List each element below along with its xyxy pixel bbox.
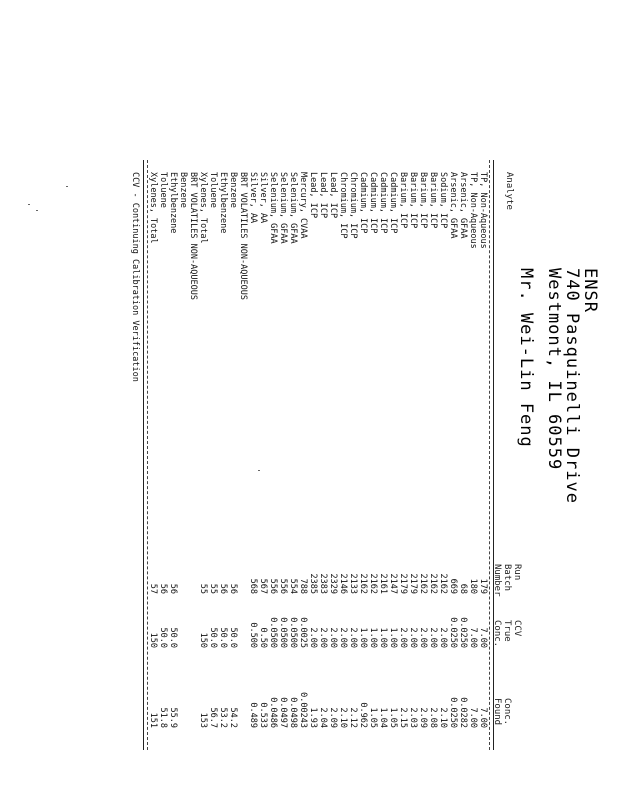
cell-run-number: 57 <box>148 583 158 594</box>
cell-analyte: Arsenic, GFAA <box>448 172 458 239</box>
col-head-found-l2: Found <box>492 698 502 726</box>
cell-run-number: 2162 <box>358 573 368 594</box>
table-row <box>458 150 468 800</box>
cell-true-conc: 0.500 <box>248 622 258 648</box>
cell-analyte: Silver, AA <box>258 172 268 224</box>
col-head-run-l1: Run <box>512 564 522 581</box>
cell-run-number: 55 <box>208 583 218 594</box>
table-row <box>228 150 238 800</box>
footer-rule-dashed <box>147 160 148 750</box>
cell-true-conc: 0.0250 <box>448 617 458 648</box>
rotated-report-page <box>78 150 618 800</box>
cell-run-number: 56 <box>228 583 238 594</box>
cell-conc-found: 51.8 <box>158 707 168 728</box>
table-row <box>158 150 168 800</box>
cell-conc-found: 7.00 <box>478 707 488 728</box>
cell-true-conc: 50.0 <box>168 627 178 648</box>
header-rule <box>493 160 494 750</box>
cell-run-number: 554 <box>288 578 298 594</box>
cell-true-conc: 2.00 <box>338 627 348 648</box>
cell-conc-found: 2.09 <box>328 707 338 728</box>
cell-analyte: BRT VOLATILES NON-AQUEOUS <box>188 172 198 300</box>
cell-true-conc: 1.00 <box>358 627 368 648</box>
scan-speck <box>28 204 30 205</box>
cell-run-number: 2162 <box>368 573 378 594</box>
cell-analyte: Benzene <box>228 172 238 208</box>
cell-run-number: 788 <box>298 578 308 594</box>
footer-rule <box>143 160 144 750</box>
table-row <box>438 150 448 800</box>
table-row <box>468 150 478 800</box>
cell-true-conc: 0.0500 <box>288 617 298 648</box>
cell-conc-found: 2.04 <box>318 707 328 728</box>
cell-analyte: Ethylbenzene <box>218 172 228 234</box>
cell-conc-found: 54.2 <box>228 707 238 728</box>
table-row <box>248 150 258 800</box>
cell-conc-found: 0.0250 <box>448 697 458 728</box>
footnote: CCV - Continuing Calibration Verification <box>130 172 140 382</box>
cell-true-conc: 2.00 <box>308 627 318 648</box>
scan-speck <box>66 186 68 187</box>
cell-conc-found: 0.0497 <box>278 697 288 728</box>
cell-conc-found: 55.9 <box>168 707 178 728</box>
cell-conc-found: 1.93 <box>308 707 318 728</box>
cell-true-conc: 50.0 <box>208 627 218 648</box>
col-head-run-l2: Batch <box>502 564 512 592</box>
cell-true-conc: 2.00 <box>398 627 408 648</box>
cell-analyte: Barium, ICP <box>408 172 418 229</box>
cell-analyte: Chromium, ICP <box>338 172 348 239</box>
table-row <box>338 150 348 800</box>
address-city: Westmont, IL 60559 <box>544 268 564 471</box>
cell-analyte: Selenium, GFAA <box>268 172 278 244</box>
cell-true-conc: 2.00 <box>348 627 358 648</box>
cell-run-number: 2329 <box>328 573 338 594</box>
cell-true-conc: 150 <box>198 632 208 648</box>
cell-analyte: Toluene <box>158 172 168 208</box>
cell-analyte: Toluene <box>208 172 218 208</box>
cell-true-conc: 50.0 <box>228 627 238 648</box>
table-row <box>218 150 228 800</box>
cell-true-conc: 0.0250 <box>458 617 468 648</box>
table-row <box>418 150 428 800</box>
cell-conc-found: 2.15 <box>398 707 408 728</box>
cell-conc-found: 0.489 <box>248 702 258 728</box>
cell-analyte: Ethylbenzene <box>168 172 178 234</box>
table-row <box>328 150 338 800</box>
cell-run-number: 2385 <box>308 573 318 594</box>
cell-analyte: TP, Non-Aqueous <box>468 172 478 249</box>
cell-run-number: 556 <box>278 578 288 594</box>
cell-analyte: TP, Non-Aqueous <box>478 172 488 249</box>
table-row <box>378 150 388 800</box>
table-row <box>318 150 328 800</box>
cell-analyte: Lead, ICP <box>318 172 328 219</box>
table-row <box>258 150 268 800</box>
cell-true-conc: 7.00 <box>468 627 478 648</box>
table-row <box>168 150 178 800</box>
cell-analyte: Selenium, GFAA <box>288 172 298 244</box>
col-head-true-l1: CCV <box>512 620 522 637</box>
table-row <box>388 150 398 800</box>
table-row <box>398 150 408 800</box>
cell-run-number: 2162 <box>438 573 448 594</box>
cell-run-number: 180 <box>468 578 478 594</box>
cell-conc-found: 1.04 <box>378 707 388 728</box>
cell-run-number: 2179 <box>398 573 408 594</box>
cell-run-number: 55 <box>198 583 208 594</box>
cell-true-conc: 1.00 <box>388 627 398 648</box>
cell-analyte: Selenium, GFAA <box>278 172 288 244</box>
table-row <box>408 150 418 800</box>
table-row <box>348 150 358 800</box>
cell-run-number: 2161 <box>378 573 388 594</box>
cell-true-conc: 0.0500 <box>278 617 288 648</box>
cell-conc-found: 2.09 <box>418 707 428 728</box>
cell-conc-found: 2.12 <box>348 707 358 728</box>
cell-analyte: Cadmium, ICP <box>378 172 388 234</box>
cell-true-conc: 2.00 <box>408 627 418 648</box>
cell-conc-found: 2.10 <box>438 707 448 728</box>
cell-run-number: 2146 <box>338 573 348 594</box>
table-row <box>208 150 218 800</box>
cell-analyte: Cadmium, ICP <box>358 172 368 234</box>
table-row <box>178 150 188 800</box>
cell-true-conc: 2.00 <box>418 627 428 648</box>
cell-true-conc: 7.00 <box>478 627 488 648</box>
cell-analyte: Barium, ICP <box>418 172 428 229</box>
cell-analyte: BRT VOLATILES NON-AQUEOUS <box>238 172 248 300</box>
cell-true-conc: 2.00 <box>328 627 338 648</box>
cell-conc-found: 53.2 <box>218 707 228 728</box>
table-row <box>308 150 318 800</box>
cell-analyte: Barium, ICP <box>428 172 438 229</box>
cell-conc-found: 2.10 <box>338 707 348 728</box>
cell-conc-found: 0.962 <box>358 702 368 728</box>
cell-true-conc: 0.50 <box>258 627 268 648</box>
col-head-found <box>492 698 512 725</box>
table-row <box>368 150 378 800</box>
cell-true-conc: 2.00 <box>428 627 438 648</box>
cell-analyte: Barium, ICP <box>398 172 408 229</box>
cell-conc-found: 7.00 <box>468 707 478 728</box>
cell-true-conc: 0.0500 <box>268 617 278 648</box>
table-row <box>278 150 288 800</box>
col-head-run <box>492 564 522 597</box>
cell-run-number: 2162 <box>428 573 438 594</box>
cell-analyte: Lead, ICP <box>328 172 338 219</box>
cell-conc-found: 2.08 <box>428 707 438 728</box>
cell-conc-found: 153 <box>198 712 208 728</box>
cell-true-conc: 2.00 <box>318 627 328 648</box>
cell-conc-found: 1.05 <box>388 707 398 728</box>
cell-run-number: 568 <box>248 578 258 594</box>
cell-analyte: Benzene <box>178 172 188 208</box>
cell-analyte: Lead, ICP <box>308 172 318 219</box>
cell-conc-found: 0.0498 <box>288 697 298 728</box>
cell-conc-found: 0.0486 <box>268 697 278 728</box>
cell-true-conc: 50.0 <box>158 627 168 648</box>
cell-conc-found: 0.00243 <box>298 692 308 728</box>
cell-run-number: 567 <box>258 578 268 594</box>
cell-run-number: 2133 <box>348 573 358 594</box>
col-head-true-l2: True <box>502 620 512 642</box>
table-row <box>148 150 158 800</box>
cell-true-conc: 0.0025 <box>298 617 308 648</box>
cell-analyte: Silver, AA <box>248 172 258 224</box>
cell-conc-found: 56.7 <box>208 707 218 728</box>
cell-run-number: 179 <box>478 578 488 594</box>
table-row <box>268 150 278 800</box>
cell-conc-found: 151 <box>148 712 158 728</box>
col-head-true <box>492 620 522 647</box>
company-name: ENSR <box>580 268 600 313</box>
cell-true-conc: 2.00 <box>438 627 448 648</box>
cell-true-conc: 150 <box>148 632 158 648</box>
table-row <box>238 150 248 800</box>
cell-conc-found: 2.03 <box>408 707 418 728</box>
cell-run-number: 2179 <box>408 573 418 594</box>
cell-run-number: 556 <box>268 578 278 594</box>
cell-analyte: Cadmium, ICP <box>388 172 398 234</box>
col-head-analyte-text: Analyte <box>504 172 514 210</box>
cell-run-number: 2383 <box>318 573 328 594</box>
cell-analyte: Chromium, ICP <box>348 172 358 239</box>
cell-conc-found: 0.533 <box>258 702 268 728</box>
table-row <box>478 150 488 800</box>
cell-conc-found: 0.0282 <box>458 697 468 728</box>
cell-run-number: 669 <box>448 578 458 594</box>
col-head-run-l3: Number <box>492 564 502 597</box>
table-row <box>428 150 438 800</box>
address-street: 740 Pasquinelli Drive <box>562 268 582 504</box>
cell-analyte: Mercury, CVAA <box>298 172 308 239</box>
col-head-true-l3: Conc. <box>492 620 502 648</box>
table-row <box>298 150 308 800</box>
cell-analyte: Cadmium, ICP <box>368 172 378 234</box>
table-row <box>198 150 208 800</box>
cell-analyte: Xylenes, Total <box>148 172 158 244</box>
cell-run-number: 56 <box>168 583 178 594</box>
header-rule-dashed <box>489 160 490 750</box>
cell-conc-found: 1.05 <box>368 707 378 728</box>
cell-run-number: 2147 <box>388 573 398 594</box>
table-row <box>188 150 198 800</box>
scan-speck <box>36 210 38 211</box>
cell-analyte: Xylenes, Total <box>198 172 208 244</box>
cell-run-number: 68 <box>458 583 468 594</box>
col-head-found-l1: Conc. <box>502 698 512 726</box>
cell-analyte: Arsenic, GFAA <box>458 172 468 239</box>
cell-true-conc: 50.0 <box>218 627 228 648</box>
scan-speck <box>258 470 260 471</box>
table-row <box>448 150 458 800</box>
cell-run-number: 56 <box>158 583 168 594</box>
table-row <box>288 150 298 800</box>
cell-analyte: Sodium, ICP <box>438 172 448 229</box>
col-head-analyte <box>504 172 514 210</box>
table-row <box>358 150 368 800</box>
cell-run-number: 56 <box>218 583 228 594</box>
cell-true-conc: 1.00 <box>368 627 378 648</box>
cell-true-conc: 1.00 <box>378 627 388 648</box>
recipient-name: Mr. Wei-Lin Feng <box>516 268 536 448</box>
cell-run-number: 2162 <box>418 573 428 594</box>
